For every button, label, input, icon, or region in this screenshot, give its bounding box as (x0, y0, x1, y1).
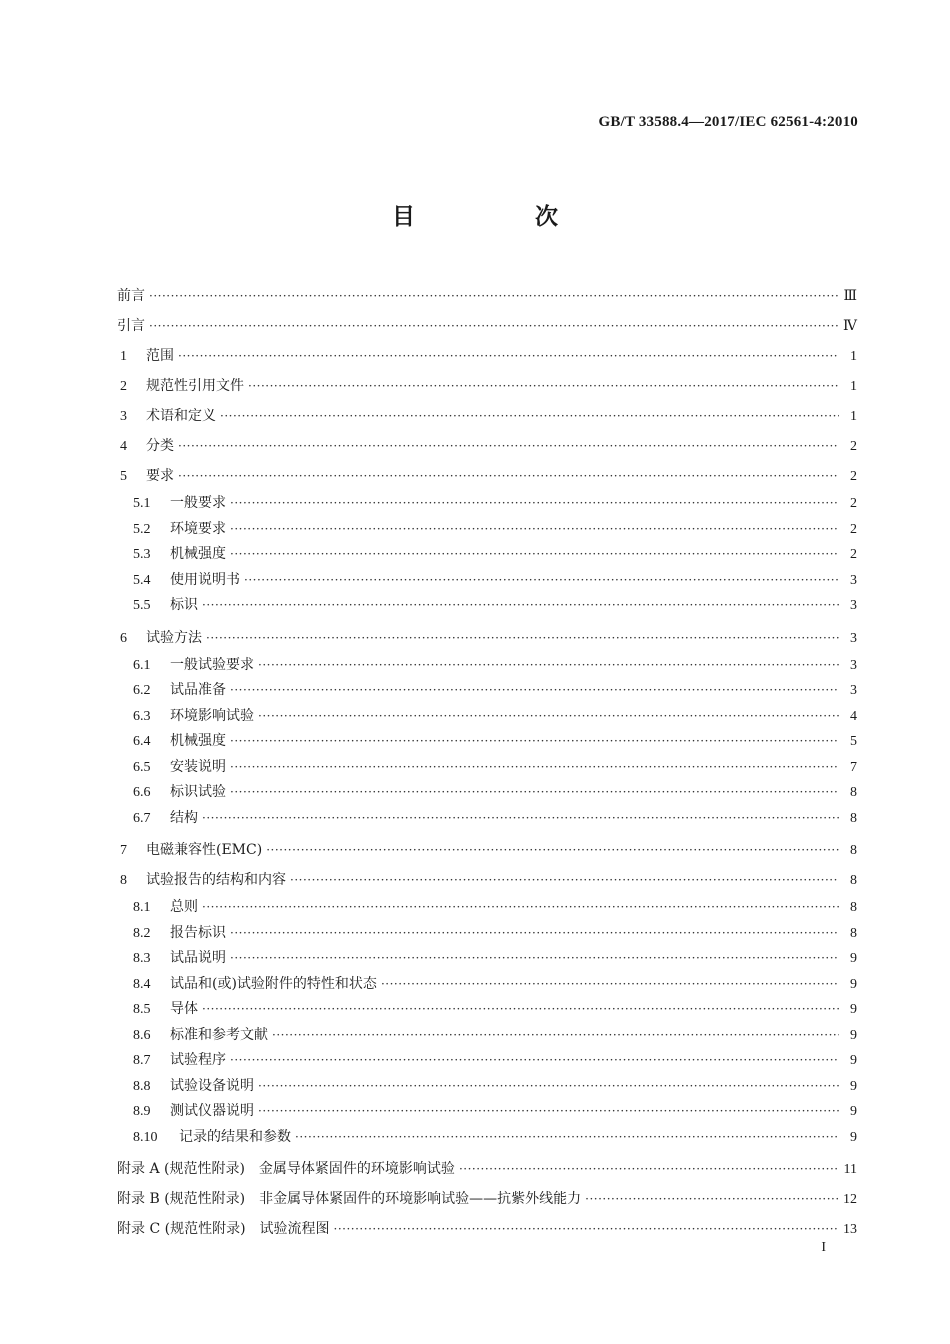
toc-entry-page: 3 (850, 598, 857, 613)
toc-dot-leader (206, 623, 839, 653)
toc-entry-page: 7 (850, 759, 857, 775)
toc-entry-title: 安装说明 (170, 758, 226, 775)
toc-entry-page: 1 (850, 349, 857, 364)
toc-entry-number: 8.7 (133, 1053, 151, 1068)
toc-entry-page: 3 (850, 630, 857, 646)
toc-entry-title: 范围 (146, 348, 174, 364)
toc-entry[interactable] (117, 921, 857, 947)
toc-entry[interactable] (117, 517, 857, 543)
toc-entry-number: 5.4 (133, 572, 151, 588)
toc-entry-page: 8 (850, 843, 857, 858)
toc-entry-title: 引言 (117, 318, 145, 334)
toc-entry-number: 5 (120, 469, 127, 484)
toc-entry[interactable] (117, 1048, 857, 1074)
toc-entry-page: 9 (850, 1027, 857, 1043)
toc-entry-page: 8 (850, 925, 857, 941)
toc-dot-leader (149, 281, 839, 311)
toc-entry-title: 试验报告的结构和内容 (146, 872, 286, 888)
toc-entry-title: 导体 (170, 1001, 198, 1017)
toc-entry[interactable] (117, 1074, 857, 1100)
toc-entry[interactable] (117, 678, 857, 704)
toc-entry-page: 9 (850, 976, 857, 992)
toc-dot-leader (178, 461, 839, 491)
toc-entry[interactable] (117, 1023, 857, 1049)
toc-dot-leader (230, 491, 839, 517)
toc-entry-title: 试品和(或)试验附件的特性和状态 (170, 975, 377, 992)
toc-entry[interactable] (117, 729, 857, 755)
toc-dot-leader (202, 997, 839, 1023)
toc-entry-page: 9 (850, 1104, 857, 1119)
toc-dot-leader (244, 568, 839, 594)
toc-dot-leader (334, 1214, 839, 1244)
toc-entry-number: 8.10 (133, 1129, 158, 1145)
toc-entry-number: 8.8 (133, 1078, 151, 1094)
toc-entry-title: 电磁兼容性(EMC) (146, 842, 263, 858)
toc-dot-leader (230, 1048, 839, 1074)
toc-entry-number: 5.2 (133, 521, 151, 537)
toc-entry-page: 11 (843, 1162, 857, 1177)
toc-entry-title: 标识 (170, 597, 198, 613)
toc-dot-leader (202, 593, 839, 619)
toc-entry[interactable] (117, 835, 857, 865)
toc-entry-title: 总则 (170, 899, 198, 915)
toc-dot-leader (381, 972, 839, 998)
toc-entry-page: 2 (850, 547, 857, 562)
toc-entry-number: 6.1 (133, 657, 151, 673)
toc-entry-page: 5 (850, 734, 857, 749)
toc-entry-number: 8.3 (133, 951, 151, 966)
toc-entry-number: 5.1 (133, 496, 151, 511)
toc-dot-leader (459, 1154, 839, 1184)
toc-dot-leader (230, 517, 839, 543)
toc-entry[interactable] (117, 1154, 857, 1184)
toc-dot-leader (258, 653, 839, 679)
toc-entry-number: 3 (120, 409, 127, 424)
toc-dot-leader (230, 921, 839, 947)
toc-entry-number: 8 (120, 873, 127, 888)
toc-dot-leader (202, 806, 839, 832)
toc-entry-page: 2 (850, 496, 857, 511)
toc-entry[interactable] (117, 1099, 857, 1125)
toc-entry-page: 1 (850, 379, 857, 394)
toc-entry-page: Ⅲ (843, 289, 857, 304)
toc-entry-page: 9 (850, 1053, 857, 1068)
toc-entry-title: 试验方法 (146, 629, 202, 646)
toc-entry-number: 6.2 (133, 683, 151, 698)
toc-entry-title: 报告标识 (170, 924, 226, 941)
toc-entry-page: 12 (843, 1192, 857, 1207)
toc-entry[interactable] (117, 653, 857, 679)
toc-dot-leader (295, 1125, 839, 1151)
toc-entry[interactable] (117, 311, 857, 341)
toc-entry-page: 2 (850, 469, 857, 484)
toc-entry[interactable] (117, 946, 857, 972)
toc-entry-number: 6 (120, 630, 127, 646)
toc-entry[interactable] (117, 895, 857, 921)
toc-entry-title: 试验程序 (170, 1052, 226, 1068)
toc-entry-page: 4 (850, 708, 857, 724)
toc-entry-number: 8.5 (133, 1002, 151, 1017)
toc-entry[interactable] (117, 704, 857, 730)
toc-entry-number: 8.6 (133, 1027, 151, 1043)
toc-entry-number: 5.3 (133, 547, 151, 562)
toc-entry-page: Ⅳ (843, 319, 857, 334)
toc-entry-title: 结构 (170, 809, 198, 826)
toc-entry-number: 6.3 (133, 708, 151, 724)
toc-entry-number: 8.9 (133, 1104, 151, 1119)
toc-dot-leader (585, 1184, 839, 1214)
toc-entry-page: 8 (850, 900, 857, 915)
toc-entry-number: 8.1 (133, 900, 151, 915)
toc-entry-title: 环境要求 (170, 520, 226, 537)
toc-entry-number: 6.6 (133, 785, 151, 800)
toc-entry-number: 7 (120, 843, 127, 858)
toc-entry-title: 附录 B (规范性附录) 非金属导体紧固件的环境影响试验——抗紫外线能力 (117, 1191, 582, 1207)
toc-dot-leader (202, 895, 839, 921)
toc-entry-number: 6.5 (133, 759, 151, 775)
footer-page-number: I (821, 1240, 826, 1255)
toc-entry[interactable] (117, 972, 857, 998)
toc-entry-page: 3 (850, 572, 857, 588)
toc-entry-number: 5.5 (133, 598, 151, 613)
toc-entry-number: 4 (120, 439, 127, 454)
toc-entry-number: 8.4 (133, 976, 151, 992)
toc-entry[interactable] (117, 431, 857, 461)
toc-entry-title: 前言 (117, 288, 145, 304)
toc-dot-leader (178, 431, 839, 461)
toc-entry-title: 记录的结果和参数 (179, 1128, 291, 1145)
toc-entry-title: 一般要求 (170, 495, 226, 511)
toc-entry-page: 9 (850, 1002, 857, 1017)
toc-entry-title: 标准和参考文献 (170, 1026, 268, 1043)
toc-entry-page: 13 (843, 1222, 857, 1237)
toc-entry[interactable] (117, 780, 857, 806)
toc-dot-leader (290, 865, 839, 895)
toc-entry-title: 术语和定义 (146, 408, 216, 424)
toc-dot-leader (220, 401, 839, 431)
toc-entry[interactable] (117, 281, 857, 311)
toc-entry-page: 3 (850, 683, 857, 698)
toc-dot-leader (248, 371, 839, 401)
toc-entry-title: 试品说明 (170, 950, 226, 966)
standard-code: GB/T 33588.4—2017/IEC 62561-4:2010 (598, 114, 858, 130)
table-of-contents (117, 281, 857, 1244)
toc-dot-leader (230, 542, 839, 568)
toc-entry-title: 规范性引用文件 (146, 378, 244, 394)
toc-entry-page: 8 (850, 873, 857, 888)
toc-dot-leader (272, 1023, 839, 1049)
toc-entry[interactable] (117, 623, 857, 653)
toc-entry-title: 使用说明书 (170, 571, 240, 588)
toc-dot-leader (258, 1074, 839, 1100)
toc-entry-number: 6.7 (133, 810, 151, 826)
toc-entry[interactable] (117, 371, 857, 401)
toc-entry[interactable] (117, 1125, 857, 1151)
toc-entry[interactable] (117, 865, 857, 895)
toc-dot-leader (230, 755, 839, 781)
toc-entry-number: 1 (120, 349, 127, 364)
toc-entry-title: 附录 A (规范性附录) 金属导体紧固件的环境影响试验 (117, 1161, 455, 1177)
toc-entry-number: 8.2 (133, 925, 151, 941)
toc-entry-title: 机械强度 (170, 546, 226, 562)
toc-entry[interactable] (117, 593, 857, 619)
toc-entry[interactable] (117, 997, 857, 1023)
toc-entry-page: 8 (850, 785, 857, 800)
toc-entry[interactable] (117, 1214, 857, 1244)
toc-entry-page: 9 (850, 1129, 857, 1145)
toc-dot-leader (149, 311, 839, 341)
toc-dot-leader (230, 946, 839, 972)
toc-entry-page: 2 (850, 521, 857, 537)
toc-entry-page: 3 (850, 657, 857, 673)
toc-entry-page: 2 (850, 439, 857, 454)
toc-entry[interactable] (117, 401, 857, 431)
toc-entry[interactable] (117, 568, 857, 594)
toc-entry-page: 9 (850, 951, 857, 966)
toc-entry-title: 试品准备 (170, 682, 226, 698)
toc-dot-leader (230, 729, 839, 755)
toc-entry[interactable] (117, 806, 857, 832)
toc-entry[interactable] (117, 341, 857, 371)
toc-entry-title: 测试仪器说明 (170, 1103, 254, 1119)
toc-entry[interactable] (117, 491, 857, 517)
toc-entry-title: 机械强度 (170, 733, 226, 749)
toc-dot-leader (258, 704, 839, 730)
toc-dot-leader (258, 1099, 839, 1125)
toc-entry-page: 8 (850, 810, 857, 826)
toc-dot-leader (266, 835, 839, 865)
toc-entry-title: 标识试验 (170, 784, 226, 800)
toc-entry-title: 环境影响试验 (170, 707, 254, 724)
toc-entry-number: 2 (120, 379, 127, 394)
toc-entry[interactable] (117, 461, 857, 491)
toc-entry-title: 要求 (146, 468, 174, 484)
toc-dot-leader (178, 341, 839, 371)
toc-entry[interactable] (117, 755, 857, 781)
toc-entry-page: 1 (850, 409, 857, 424)
toc-entry-page: 9 (850, 1078, 857, 1094)
toc-entry-number: 6.4 (133, 734, 151, 749)
toc-entry-title: 试验设备说明 (170, 1077, 254, 1094)
toc-dot-leader (230, 780, 839, 806)
toc-entry-title: 附录 C (规范性附录) 试验流程图 (117, 1221, 330, 1237)
toc-entry-title: 一般试验要求 (170, 656, 254, 673)
toc-entry[interactable] (117, 542, 857, 568)
toc-entry-title: 分类 (146, 438, 174, 454)
toc-dot-leader (230, 678, 839, 704)
page-title: 目 次 (391, 204, 614, 230)
toc-entry[interactable] (117, 1184, 857, 1214)
